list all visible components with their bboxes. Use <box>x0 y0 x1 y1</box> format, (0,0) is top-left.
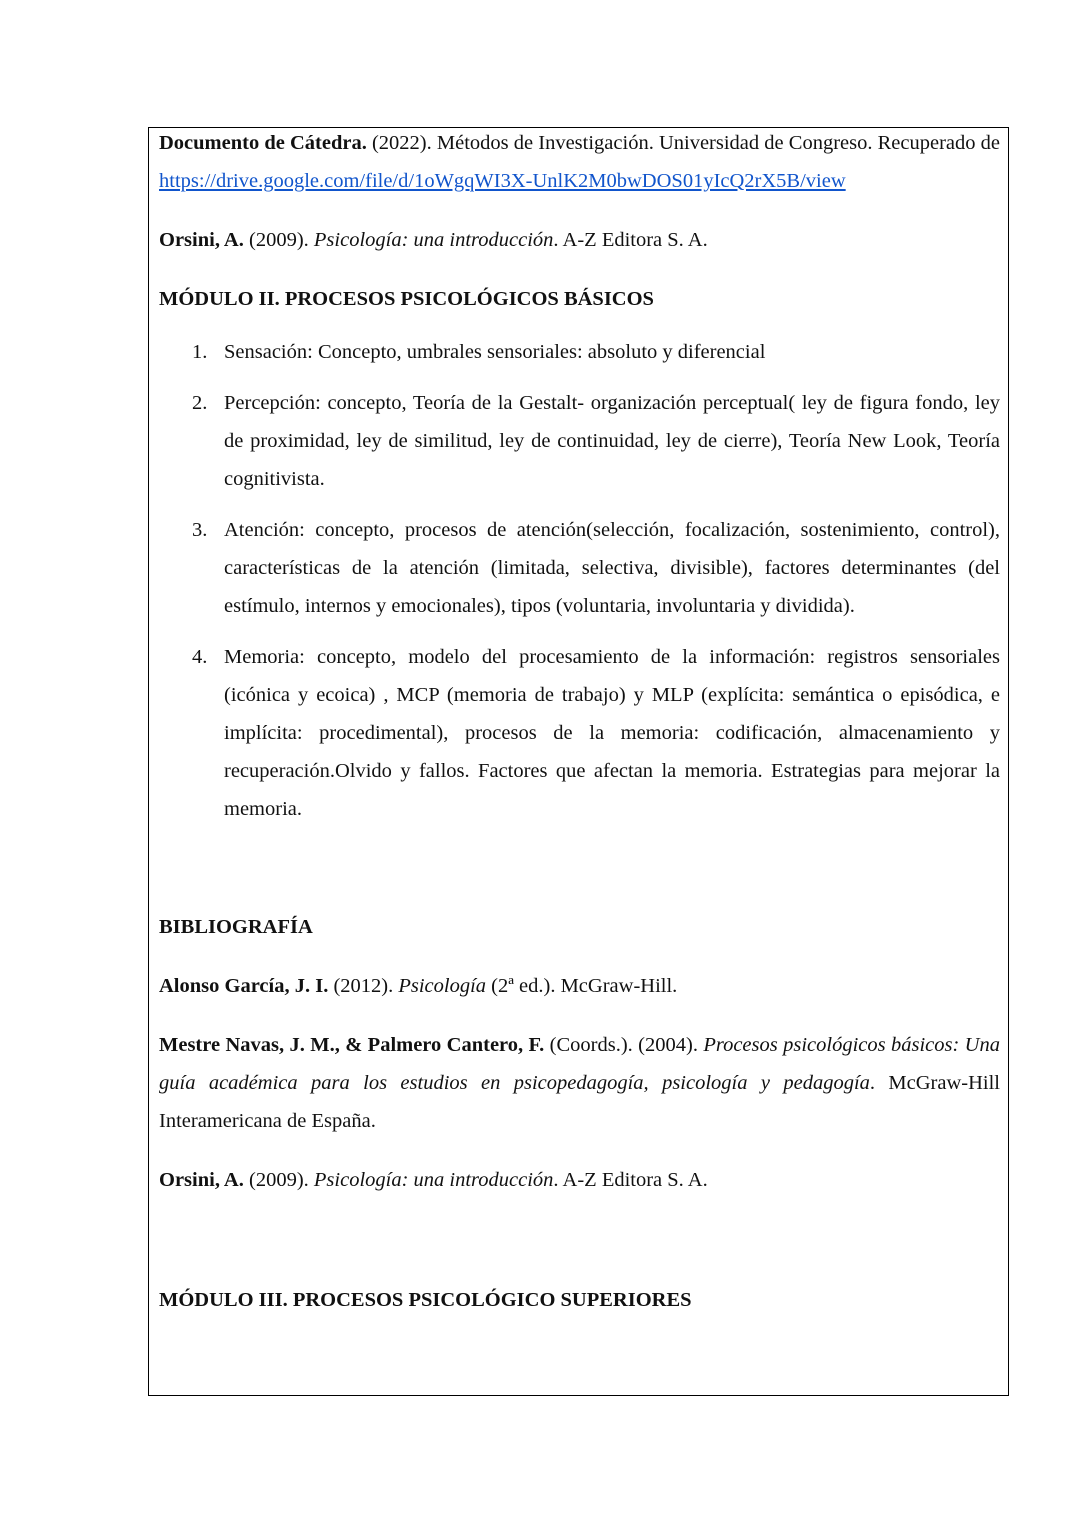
reference-author: Orsini, A. <box>159 229 244 251</box>
list-item-number: 3. <box>192 519 208 541</box>
reference-author: Orsini, A. <box>159 1169 244 1191</box>
list-item-text: Percepción: concepto, Teoría de la Gestalt- organización perceptual( ley de figura fondo, ley de proximidad, ley de similitud, ley de continuidad, ley de cierre), Teoría New Look, Teoría cognitivista. <box>224 392 1000 490</box>
list-item-number: 4. <box>192 646 208 668</box>
list-item-number: 1. <box>192 341 208 363</box>
reference-year: (2012). <box>328 975 399 997</box>
reference-publisher: . A-Z Editora S. A. <box>553 229 708 251</box>
bibliography-entry-mestre <box>159 1026 1000 1140</box>
list-item <box>159 511 1000 625</box>
reference-year: (2009). <box>243 1169 314 1191</box>
reference-publisher: (2ª ed.). McGraw-Hill. <box>486 975 678 997</box>
list-item-number: 2. <box>192 392 208 414</box>
reference-title: Psicología: una introducción <box>313 1169 554 1191</box>
reference-title: Psicología: una introducción <box>313 229 554 251</box>
reference-year: (Coords.). (2004). <box>544 1034 704 1056</box>
bibliography-entry-alonso <box>159 967 1000 1005</box>
reference-title: Psicología <box>398 975 487 997</box>
bibliography-heading: BIBLIOGRAFÍA <box>159 916 313 938</box>
reference-author: Mestre Navas, J. M., & Palmero Cantero, F. <box>159 1034 545 1056</box>
document-body <box>159 124 1000 1319</box>
reference-publisher: . McGraw-Hill Interamericana de España. <box>159 1072 1000 1132</box>
list-item-text: Memoria: concepto, modelo del procesamiento de la información: registros sensoriales (icónica y ecoica) , MCP (memoria de trabajo) y MLP (explícita: semántica o episódica, e implícita: procedimental), procesos de la memoria: codificación, almacenamiento y recuperación.Olvido y fallos. Factores que afectan la memoria. Estrategias para mejorar la memoria. <box>224 646 1000 820</box>
reference-documento-catedra <box>159 124 1000 200</box>
module-3-heading: MÓDULO III. PROCESOS PSICOLÓGICO SUPERIORES <box>159 1289 692 1311</box>
reference-orsini-top <box>159 221 1000 259</box>
reference-details: (2022). Métodos de Investigación. Universidad de Congreso. Recuperado de <box>366 132 1000 154</box>
reference-title: Procesos psicológicos básicos: Una guía académica para los estudios en psicopedagogía, psicología y pedagogía <box>159 1034 1000 1094</box>
reference-author: Documento de Cátedra. <box>159 132 367 154</box>
reference-author: Alonso García, J. I. <box>159 975 329 997</box>
reference-publisher: . A-Z Editora S. A. <box>553 1169 708 1191</box>
module-2-heading: MÓDULO II. PROCESOS PSICOLÓGICOS BÁSICOS <box>159 288 654 310</box>
bibliography-entry-orsini <box>159 1161 1000 1199</box>
module-2-topic-list <box>159 333 1000 828</box>
list-item-text: Sensación: Concepto, umbrales sensoriales: absoluto y diferencial <box>224 341 766 363</box>
list-item <box>159 384 1000 498</box>
reference-year: (2009). <box>243 229 314 251</box>
list-item <box>159 638 1000 828</box>
list-item <box>159 333 1000 371</box>
drive-link[interactable]: https://drive.google.com/file/d/1oWgqWI3X-UnlK2M0bwDOS01yIcQ2rX5B/view <box>159 170 846 192</box>
list-item-text: Atención: concepto, procesos de atención(selección, focalización, sostenimiento, control), características de la atención (limitada, selectiva, divisible), factores determinantes (del estímulo, internos y emocionales), tipos (voluntaria, involuntaria y dividida). <box>224 519 1000 617</box>
